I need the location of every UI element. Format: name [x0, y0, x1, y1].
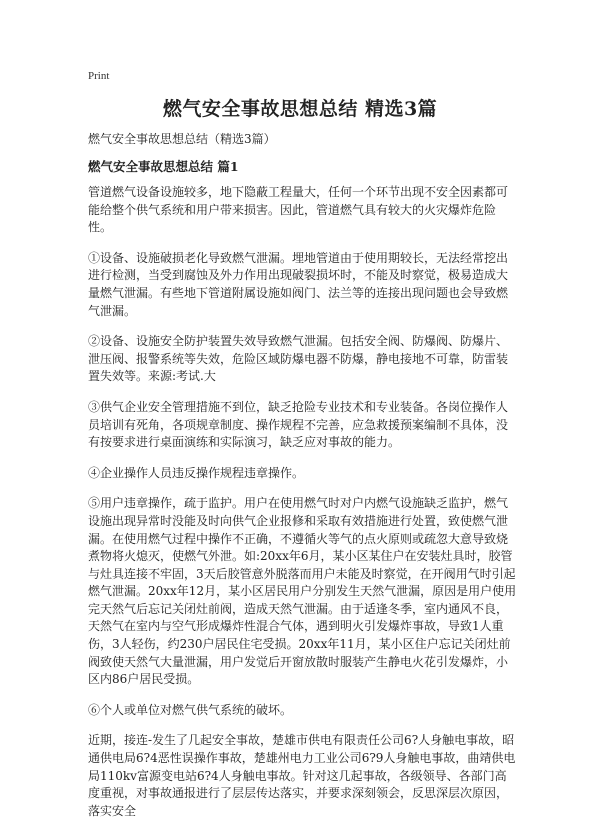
- paragraph: ①设备、设施破损老化导致燃气泄漏。埋地管道由于使用期较长，无法经常挖出进行检测，当受到腐蚀及外力作用出现破裂损坏时，不能及时察觉，极易造成大量燃气泄漏。有些地下管道附属设施如阀门、法兰等的连接出现问题也会导致燃气泄漏。: [88, 250, 509, 318]
- page-title: 燃气安全事故思想总结 精选3篇: [162, 98, 438, 120]
- paragraph: ④企业操作人员违反操作规程违章操作。: [88, 465, 305, 480]
- paragraph: ⑤用户违章操作，疏于监护。用户在使用燃气时对户内燃气设施缺乏监护，燃气设施出现异常时没能及时向供气企业报修和采取有效措施进行处置，致使燃气泄漏。在使用燃气过程中操作不正确，不遵循火等气的点火原则或疏忽大意导致烧煮物将火熄灭，使燃气外泄。如:20xx年6月，某小区某住户在安装灶具时，胶管与灶具连接不牢固，3天后胶管意外脱落而用户未能及时察觉，在开阀用气时引起燃气泄漏。20xx年12月，某小区居民用户分别发生天然气泄漏，原因是用户使用完天然气后忘记关闭灶前阀，造成天然气泄漏。由于适逢冬季，室内通风不良，天然气在室内与空气形成爆炸性混合气体，遇到明火引发爆炸事故，导致1人重伤，3人轻伤，约230户居民住宅受损。20xx年11月，某小区住户忘记关闭灶前阀致使天然气大量泄漏，用户发觉后开窗放散时服装产生静电火花引发爆炸，小区内86户居民受损。: [88, 496, 517, 687]
- print-label[interactable]: Print: [88, 70, 110, 82]
- document-body: [88, 184, 518, 833]
- paragraph: ②设备、设施安全防护装置失效导致燃气泄漏。包括安全阀、防爆阀、防爆片、泄压阀、报警系统等失效，危险区域防爆电器不防爆，静电接地不可靠，防雷装置失效等。来源:考试.大: [88, 334, 509, 384]
- paragraph: ③供气企业安全管理措施不到位，缺乏抢险专业技术和专业装备。各岗位操作人员培训有死角，各项规章制度、操作规程不完善，应急救援预案编制不具体，没有按要求进行桌面演练和实际演习，缺乏应对事故的能力。: [88, 399, 509, 450]
- paragraph: 管道燃气设备设施较多，地下隐蔽工程量大，任何一个环节出现不安全因素都可能给整个供气系统和用户带来损害。因此，管道燃气具有较大的火灾爆炸危险性。: [88, 185, 509, 235]
- paragraph: ⑥个人或单位对燃气供气系统的破坏。: [88, 702, 293, 717]
- paragraph: 近期，接连-发生了几起安全事故，楚雄市供电有限责任公司6?人身触电事故，昭通供电局6?4恶性误操作事故，楚雄州电力工业公司6?9人身触电事故，曲靖供电局110kv富源变电站6?4人身触电事故。针对这几起事故，各级领导、各部门高度重视，对事故通报进行了层层传达落实，并要求深刻领会，反思深层次原因，落实安全: [88, 733, 516, 818]
- section-heading: 燃气安全事故思想总结 篇1: [88, 159, 239, 174]
- document-subtitle: 燃气安全事故思想总结（精选3篇）: [88, 132, 276, 146]
